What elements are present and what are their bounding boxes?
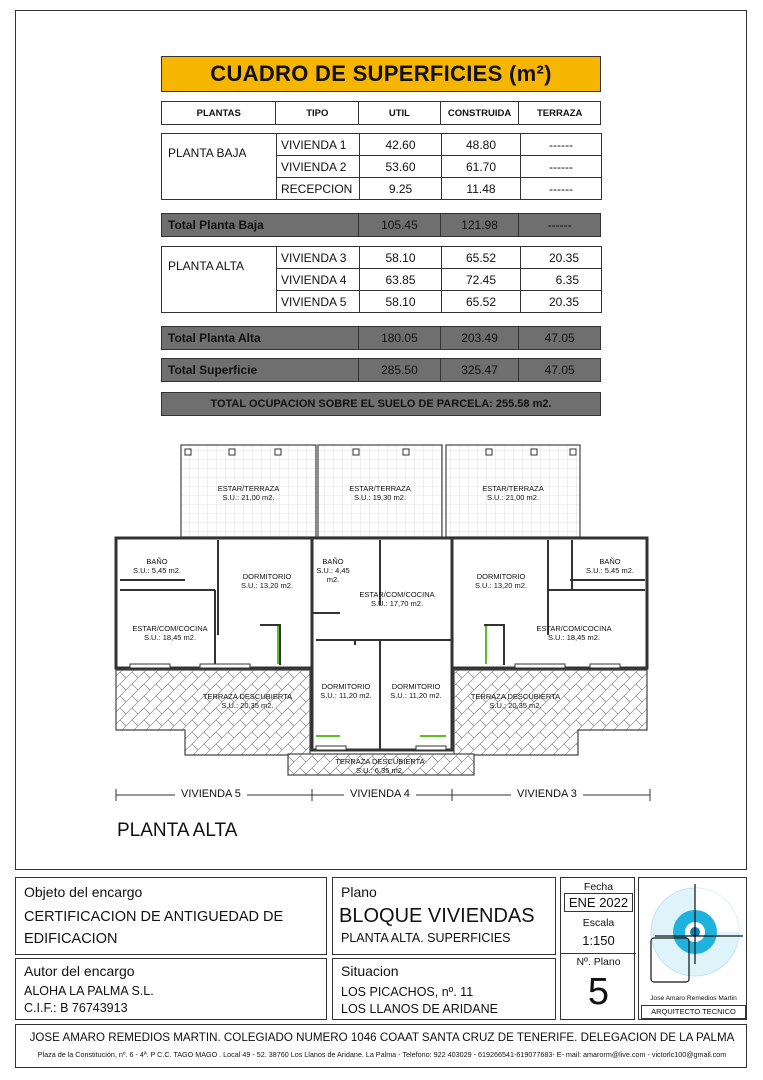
header-tipo: TIPO [276,102,359,124]
autor-cif: C.I.F.: B 76743913 [24,1001,128,1015]
planta-label: PLANTA BAJA [162,134,277,200]
tipo-cell: VIVIENDA 5 [277,291,360,313]
tipo-cell: VIVIENDA 4 [277,269,360,291]
room-name: TERRAZA DESCUBIERTA [335,757,425,766]
util-cell: 53.60 [360,156,442,178]
room-area: S.U.: 13,20 m2. [240,581,294,590]
room-area: S.U.: 4,45 m2. [316,566,350,584]
plano-box [332,877,556,955]
autor-name: ALOHA LA PALMA S.L. [24,984,154,998]
room-area: S.U.: 20,35 m2. [221,701,274,710]
terraza-cell: ------ [521,134,602,156]
footer-line1: JOSE AMARO REMEDIOS MARTIN. COLEGIADO NUMERO 1046 COAAT SANTA CRUZ DE TENERIFE. DELEGACION DE LA PALMA [29,1031,735,1044]
room-label-terrace-left [181,484,316,502]
room-name: DORMITORIO [321,682,371,691]
nplano-value: 5 [587,971,610,1013]
open-terrace-right [454,670,647,755]
room-label-terdesc-right [458,692,573,710]
room-label-bano-mid [312,557,354,584]
total-util: 180.05 [359,327,441,349]
footer-box [15,1024,747,1068]
fecha-label: Fecha [583,881,614,893]
dim-label-v3: VIVIENDA 3 [511,788,583,800]
footer-line2: Plaza de la Constitución, nº. 6 - 4ª. P C.C. TAGO MAGO . Local 49 - 52. 38760 Los Llanos de Aridane. La Palma - Telefono: 922 403029 - 619266541-619077683- E- mail: amarorm@live.com - victorlc100@gmail.com [37,1050,727,1059]
header-plantas: PLANTAS [162,102,276,124]
room-label-bano-left [122,557,192,575]
terraza-cell: 20.35 [521,291,602,313]
situacion-label: Situacion [341,963,399,979]
construida-cell: 65.52 [442,291,521,313]
situacion-line1: LOS PICACHOS, nº. 11 [341,985,474,999]
room-area: S.U.: 6,35 m2. [356,766,404,775]
fecha-value: ENE 2022 [564,893,633,912]
room-label-bano-right [575,557,645,575]
room-label-terrace-right [446,484,580,502]
room-label-terrace-mid [318,484,442,502]
construida-cell: 11.48 [442,178,521,200]
room-name: BAÑO [322,557,344,566]
room-name: BAÑO [599,557,621,566]
room-label-dorm-right [460,572,542,590]
open-terrace-left [116,670,310,755]
construida-cell: 61.70 [442,156,521,178]
plano-label: Plano [341,884,377,900]
util-cell: 58.10 [360,291,442,313]
objeto-line2: EDIFICACION [24,931,118,947]
construida-cell: 65.52 [442,247,521,269]
objeto-box [15,877,327,955]
room-label-terdesc-mid [320,757,440,775]
total-label: Total Planta Alta [162,327,359,349]
architect-logo [647,884,743,994]
room-label-dorm-mid1 [314,682,378,700]
util-cell: 9.25 [360,178,442,200]
firma-name: Jose Amaro Remedios Martin [650,995,737,1002]
plano-title: BLOQUE VIVIENDAS [339,905,535,927]
terraza-cell: ------ [521,156,602,178]
room-label-terdesc-left [190,692,305,710]
room-label-estar-left [130,624,210,642]
tipo-cell: VIVIENDA 1 [277,134,360,156]
room-label-dorm-left [226,572,308,590]
total-util: 285.50 [359,359,441,381]
total-label: Total Superficie [162,359,359,381]
total-construida: 121.98 [441,214,520,236]
room-name: DORMITORIO [476,572,526,581]
room-area: S.U.: 5,45 m2. [133,566,181,575]
room-area: S.U.: 11,20 m2. [390,691,442,700]
header-util: UTIL [359,102,441,124]
room-area: S.U.: 18,45 m2. [143,633,197,642]
room-area: S.U.: 13,20 m2. [474,581,528,590]
objeto-label: Objeto del encargo [24,884,143,900]
total-construida: 203.49 [441,327,520,349]
terraza-cell: 20.35 [521,247,602,269]
room-area: S.U.: 5,45 m2. [586,566,634,575]
total-construida: 325.47 [441,359,520,381]
room-name: ESTAR/TERRAZA [217,484,280,493]
terraza-cell: ------ [521,178,602,200]
plano-subtitle: PLANTA ALTA. SUPERFICIES [341,931,511,945]
total-label: Total Planta Baja [162,214,359,236]
firma-title: ARQUITECTO TECNICO [641,1005,746,1019]
terraza-cell: 6.35 [521,269,602,291]
tipo-cell: VIVIENDA 2 [277,156,360,178]
tipo-cell: VIVIENDA 3 [277,247,360,269]
situacion-line2: LOS LLANOS DE ARIDANE [341,1002,499,1016]
autor-label: Autor del encargo [24,963,135,979]
room-area: S.U.: 18,45 m2. [547,633,601,642]
room-name: ESTAR/TERRAZA [349,484,411,493]
room-name: DORMITORIO [391,682,441,691]
escala-value: 1:150 [582,933,615,948]
room-area: S.U.: 17,70 m2. [370,599,424,608]
objeto-line1: CERTIFICACION DE ANTIGUEDAD DE [24,909,284,925]
meta-box [560,877,635,1020]
table-title: CUADRO DE SUPERFICIES (m²) [161,56,601,92]
total-terraza: 47.05 [544,331,575,345]
room-name: ESTAR/TERRAZA [482,484,544,493]
construida-cell: 48.80 [442,134,521,156]
plan-caption: PLANTA ALTA [117,820,238,841]
room-area: S.U.: 21,00 m2. [486,493,540,502]
room-label-dorm-mid2 [384,682,448,700]
room-name: ESTAR/COM/COCINA [359,590,435,599]
room-label-estar-right [534,624,614,642]
total-terraza: ------ [547,218,572,232]
room-label-estar-mid [356,590,438,608]
room-name: BAÑO [146,557,168,566]
tipo-cell: RECEPCION [277,178,360,200]
util-cell: 63.85 [360,269,442,291]
room-name: TERRAZA DESCUBIERTA [470,692,561,701]
room-name: DORMITORIO [242,572,292,581]
planta-label: PLANTA ALTA [162,247,277,313]
ocupacion-row: TOTAL OCUPACION SOBRE EL SUELO DE PARCELA: 255.58 m2. [161,392,601,416]
room-area: S.U.: 20,35 m2. [489,701,542,710]
construida-cell: 72.45 [442,269,521,291]
room-area: S.U.: 19,30 m2. [353,493,407,502]
nplano-label: Nº. Plano [576,956,621,968]
autor-box [15,958,327,1020]
util-cell: 58.10 [360,247,442,269]
total-terraza: 47.05 [544,363,575,377]
escala-label: Escala [582,917,615,929]
situacion-box [332,958,556,1020]
room-area: S.U.: 21,00 m2. [222,493,275,502]
meta-divider [561,953,636,954]
dim-label-v5: VIVIENDA 5 [175,788,247,800]
room-name: TERRAZA DESCUBIERTA [202,692,293,701]
util-cell: 42.60 [360,134,442,156]
total-util: 105.45 [359,214,441,236]
room-area: S.U.: 11,20 m2. [320,691,372,700]
header-terraza: TERRAZA [536,107,583,119]
dim-label-v4: VIVIENDA 4 [344,788,416,800]
signature-box [638,877,747,1020]
room-name: ESTAR/COM/COCINA [132,624,208,633]
header-construida: CONSTRUIDA [441,102,520,124]
room-name: ESTAR/COM/COCINA [536,624,612,633]
